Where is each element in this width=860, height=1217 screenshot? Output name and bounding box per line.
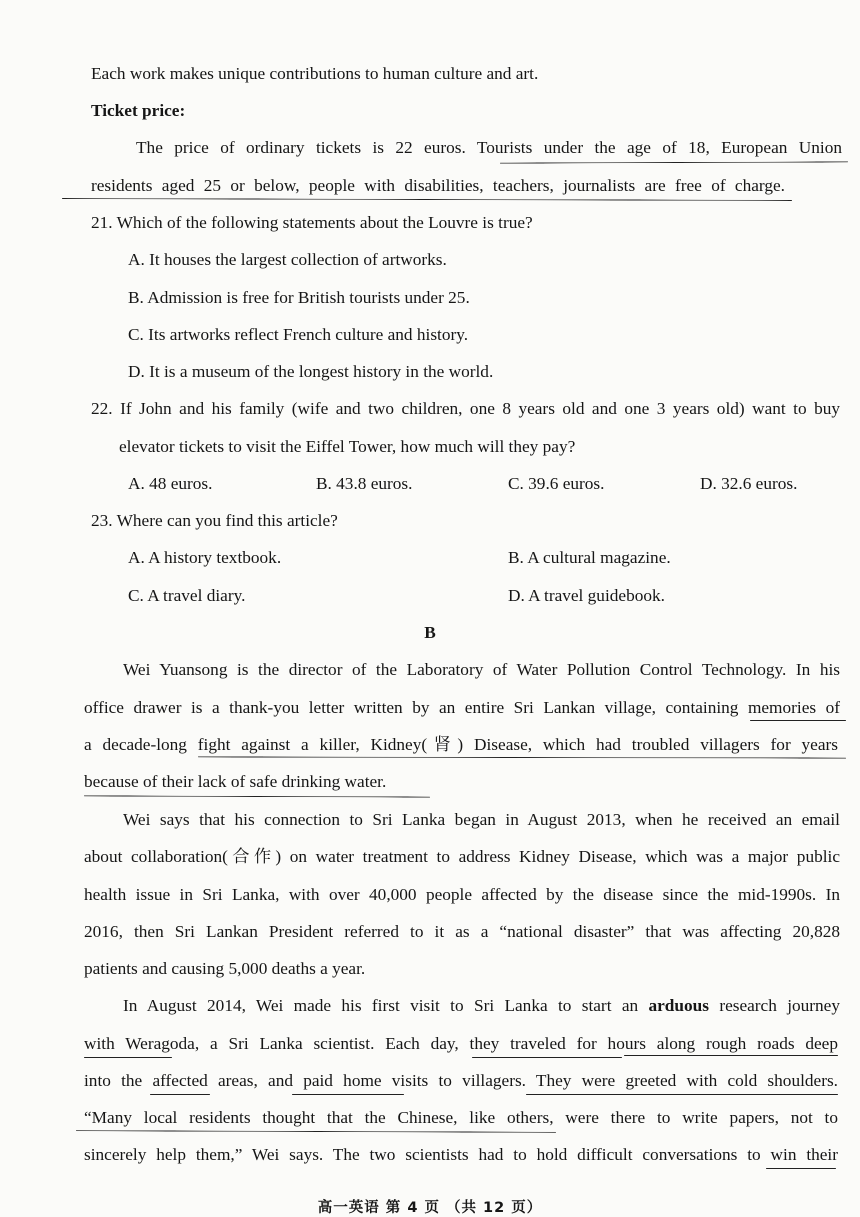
passage-b-p2-line-1: Wei says that his connection to Sri Lanka began in August 2013, when he received an email (123, 810, 840, 829)
ticket-price-text-1: The price of ordinary tickets is 22 euros. Tourists under the age of 18, European Union (136, 138, 842, 157)
pen-underline (292, 1094, 404, 1095)
passage-b-p1-line-1: Wei Yuansong is the director of the Laboratory of Water Pollution Control Technology. In his (123, 660, 840, 679)
pen-underline (76, 1130, 556, 1133)
question-21-option-a: A. It houses the largest collection of artworks. (128, 250, 447, 269)
question-21-option-c: C. Its artworks reflect French culture and history. (128, 325, 469, 344)
question-23-option-a: A. A history textbook. (128, 548, 282, 567)
passage-b-p1-line-3: a decade-long fight against a killer, Kidney(肾) Disease, which had troubled villagers for years (84, 735, 838, 754)
closing-sentence: Each work makes unique contributions to human culture and art. (91, 64, 539, 83)
question-22-stem-1: 22. If John and his family (wife and two children, one 8 years old and one 3 years old) want to buy (91, 399, 840, 418)
passage-b-p1-line-2: office drawer is a thank-you letter written by an entire Sri Lankan village, containing memories of (84, 698, 840, 717)
ticket-price-heading: Ticket price: (91, 101, 186, 120)
passage-b-p2-line-5: patients and causing 5,000 deaths a year. (84, 959, 366, 978)
question-21-stem: 21. Which of the following statements about the Louvre is true? (91, 213, 533, 232)
passage-b-p3-line-4: “Many local residents thought that the Chinese, like others, were there to write papers, not to (84, 1108, 838, 1127)
passage-b-p2-line-4: 2016, then Sri Lankan President referred to it as a “national disaster” that was affecting 20,828 (84, 922, 840, 941)
passage-b-p2-line-3: health issue in Sri Lanka, with over 40,000 people affected by the disease since the mid-1990s. In (84, 885, 840, 904)
pen-underline (500, 161, 848, 163)
p3-start-text: In August 2014, Wei made his first visit to Sri Lanka to start an (123, 996, 649, 1015)
pen-underline (750, 720, 846, 721)
question-22-option-b: B. 43.8 euros. (316, 474, 413, 493)
pen-underline (766, 1168, 836, 1169)
passage-b-p2-line-2: about collaboration(合作) on water treatment to address Kidney Disease, which was a major public (84, 847, 840, 866)
pen-underline (526, 1094, 838, 1095)
question-23-stem: 23. Where can you find this article? (91, 511, 338, 530)
question-23-option-b: B. A cultural magazine. (508, 548, 671, 567)
passage-b-p1-line-4: because of their lack of safe drinking water. (84, 772, 387, 791)
page-footer: 高一英语 第 4 页 （共 12 页） (317, 1200, 543, 1216)
pen-underline (84, 1057, 172, 1058)
pen-underline (472, 1057, 622, 1058)
pen-underline (62, 198, 792, 201)
question-22-option-a: A. 48 euros. (128, 474, 213, 493)
pen-underline (84, 795, 430, 797)
question-23-option-c: C. A travel diary. (128, 586, 246, 605)
question-21-option-b: B. Admission is free for British tourists under 25. (128, 288, 470, 307)
pen-underline (624, 1055, 838, 1056)
p3-rest-text: research journey (708, 996, 840, 1015)
passage-b-p3-line-3: into the affected areas, and paid home visits to villagers. They were greeted with cold shoulders. (84, 1071, 838, 1090)
question-22-option-d: D. 32.6 euros. (700, 474, 798, 493)
question-21-option-d: D. It is a museum of the longest history in the world. (128, 362, 494, 381)
p3-bold-word: arduous (648, 996, 709, 1015)
question-22-stem-2: elevator tickets to visit the Eiffel Tower, how much will they pay? (119, 437, 576, 456)
ticket-price-text-2: residents aged 25 or below, people with disabilities, teachers, journalists are free of charge. (91, 176, 785, 195)
question-22-option-c: C. 39.6 euros. (508, 474, 605, 493)
pen-underline (198, 756, 846, 758)
passage-b-p3-line-5: sincerely help them,” Wei says. The two scientists had to hold difficult conversations to win their (84, 1145, 838, 1164)
passage-b-heading: B (424, 623, 436, 642)
pen-underline (150, 1094, 210, 1095)
passage-b-p3-line-1 (123, 995, 840, 1017)
passage-b-p3-line-2: with Weragoda, a Sri Lanka scientist. Each day, they traveled for hours along rough roads deep (84, 1034, 838, 1053)
question-23-option-d: D. A travel guidebook. (508, 586, 665, 605)
